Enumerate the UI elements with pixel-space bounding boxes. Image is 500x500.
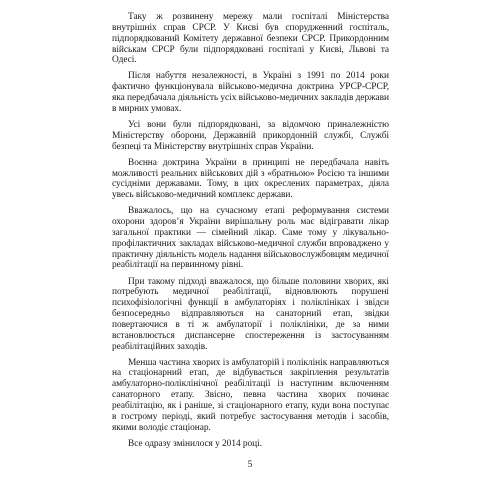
paragraph-5: Вважалось, що на сучасному етапі реформування системи охорони здоров’я України вирішальну роль має відігравати лікар загальної практики — сімейний лікар. Саме тому у лікувально-профілактичних закладах військово-медичної служби впроваджено у практичну діяльність модель надання військовослужбовцям медичної реабілітації на первинному рівні.: [112, 206, 389, 271]
paragraph-7: Менша частина хворих із амбулаторій і поліклінік направляються на стаціонарний етап, де відбувається закріплення результатів амбулаторно-поліклінічної реабілітації із наступним включенням санаторного етапу. Звісно, певна частина хворих починає реабілітацію, як і раніше, зі стаціонарного етапу, куди вона поступає в гострому періоді, який потребує застосування методів і засобів, якими володіє стаціонар.: [112, 357, 389, 433]
body-text: [112, 12, 389, 455]
paragraph-8: Все одразу змінилося у 2014 році.: [128, 438, 262, 449]
paragraph-6: При такому підході вважалося, що більше половини хворих, які потребують медичної реабілітації, відновлюють порушені психофізіологічні функції в амбулаторіях і поліклініках і звідси безпосередньо відправляються на санаторний етап, звідки повертаючися в ті ж амбулаторії і поліклініки, де за ними встановлюється диспансерне спостереження із застосуванням реабілітаційних заходів.: [112, 276, 389, 352]
paragraph-4: Воєнна доктрина України в принципі не передбачала навіть можливості реальних військових дій з «братньою» Росією та іншими сусідніми державами. Тому, в цих окреслених параметрах, діяла увесь військово-медичний комплекс держави.: [112, 157, 389, 201]
paragraph-2: Після набуття незалежності, в Україні з 1991 по 2014 роки фактично функціонувала військово-медична доктрина УРСР-СРСР, яка передбачала діяльність усіх військово-медичних закладів держави в мирних умовах.: [112, 71, 389, 114]
paragraph-3: Усі вони були підпорядковані, за відомчою приналежністю Міністерству оборони, Державній прикордонній службі, Службі безпеці та Міністерству внутрішніх справ України.: [112, 119, 389, 152]
paragraph-1: Таку ж розвинену мережу мали госпіталі Міністерства внутрішніх справ СРСР. У Києві був спорудженний госпіталь, підпорядкований Комітету державної безпеки СРСР. Прикордонним військам СРСР були підпорядковані госпіталі у Києві, Львові та Одесі.: [112, 12, 389, 66]
page-number: 5: [247, 460, 253, 470]
